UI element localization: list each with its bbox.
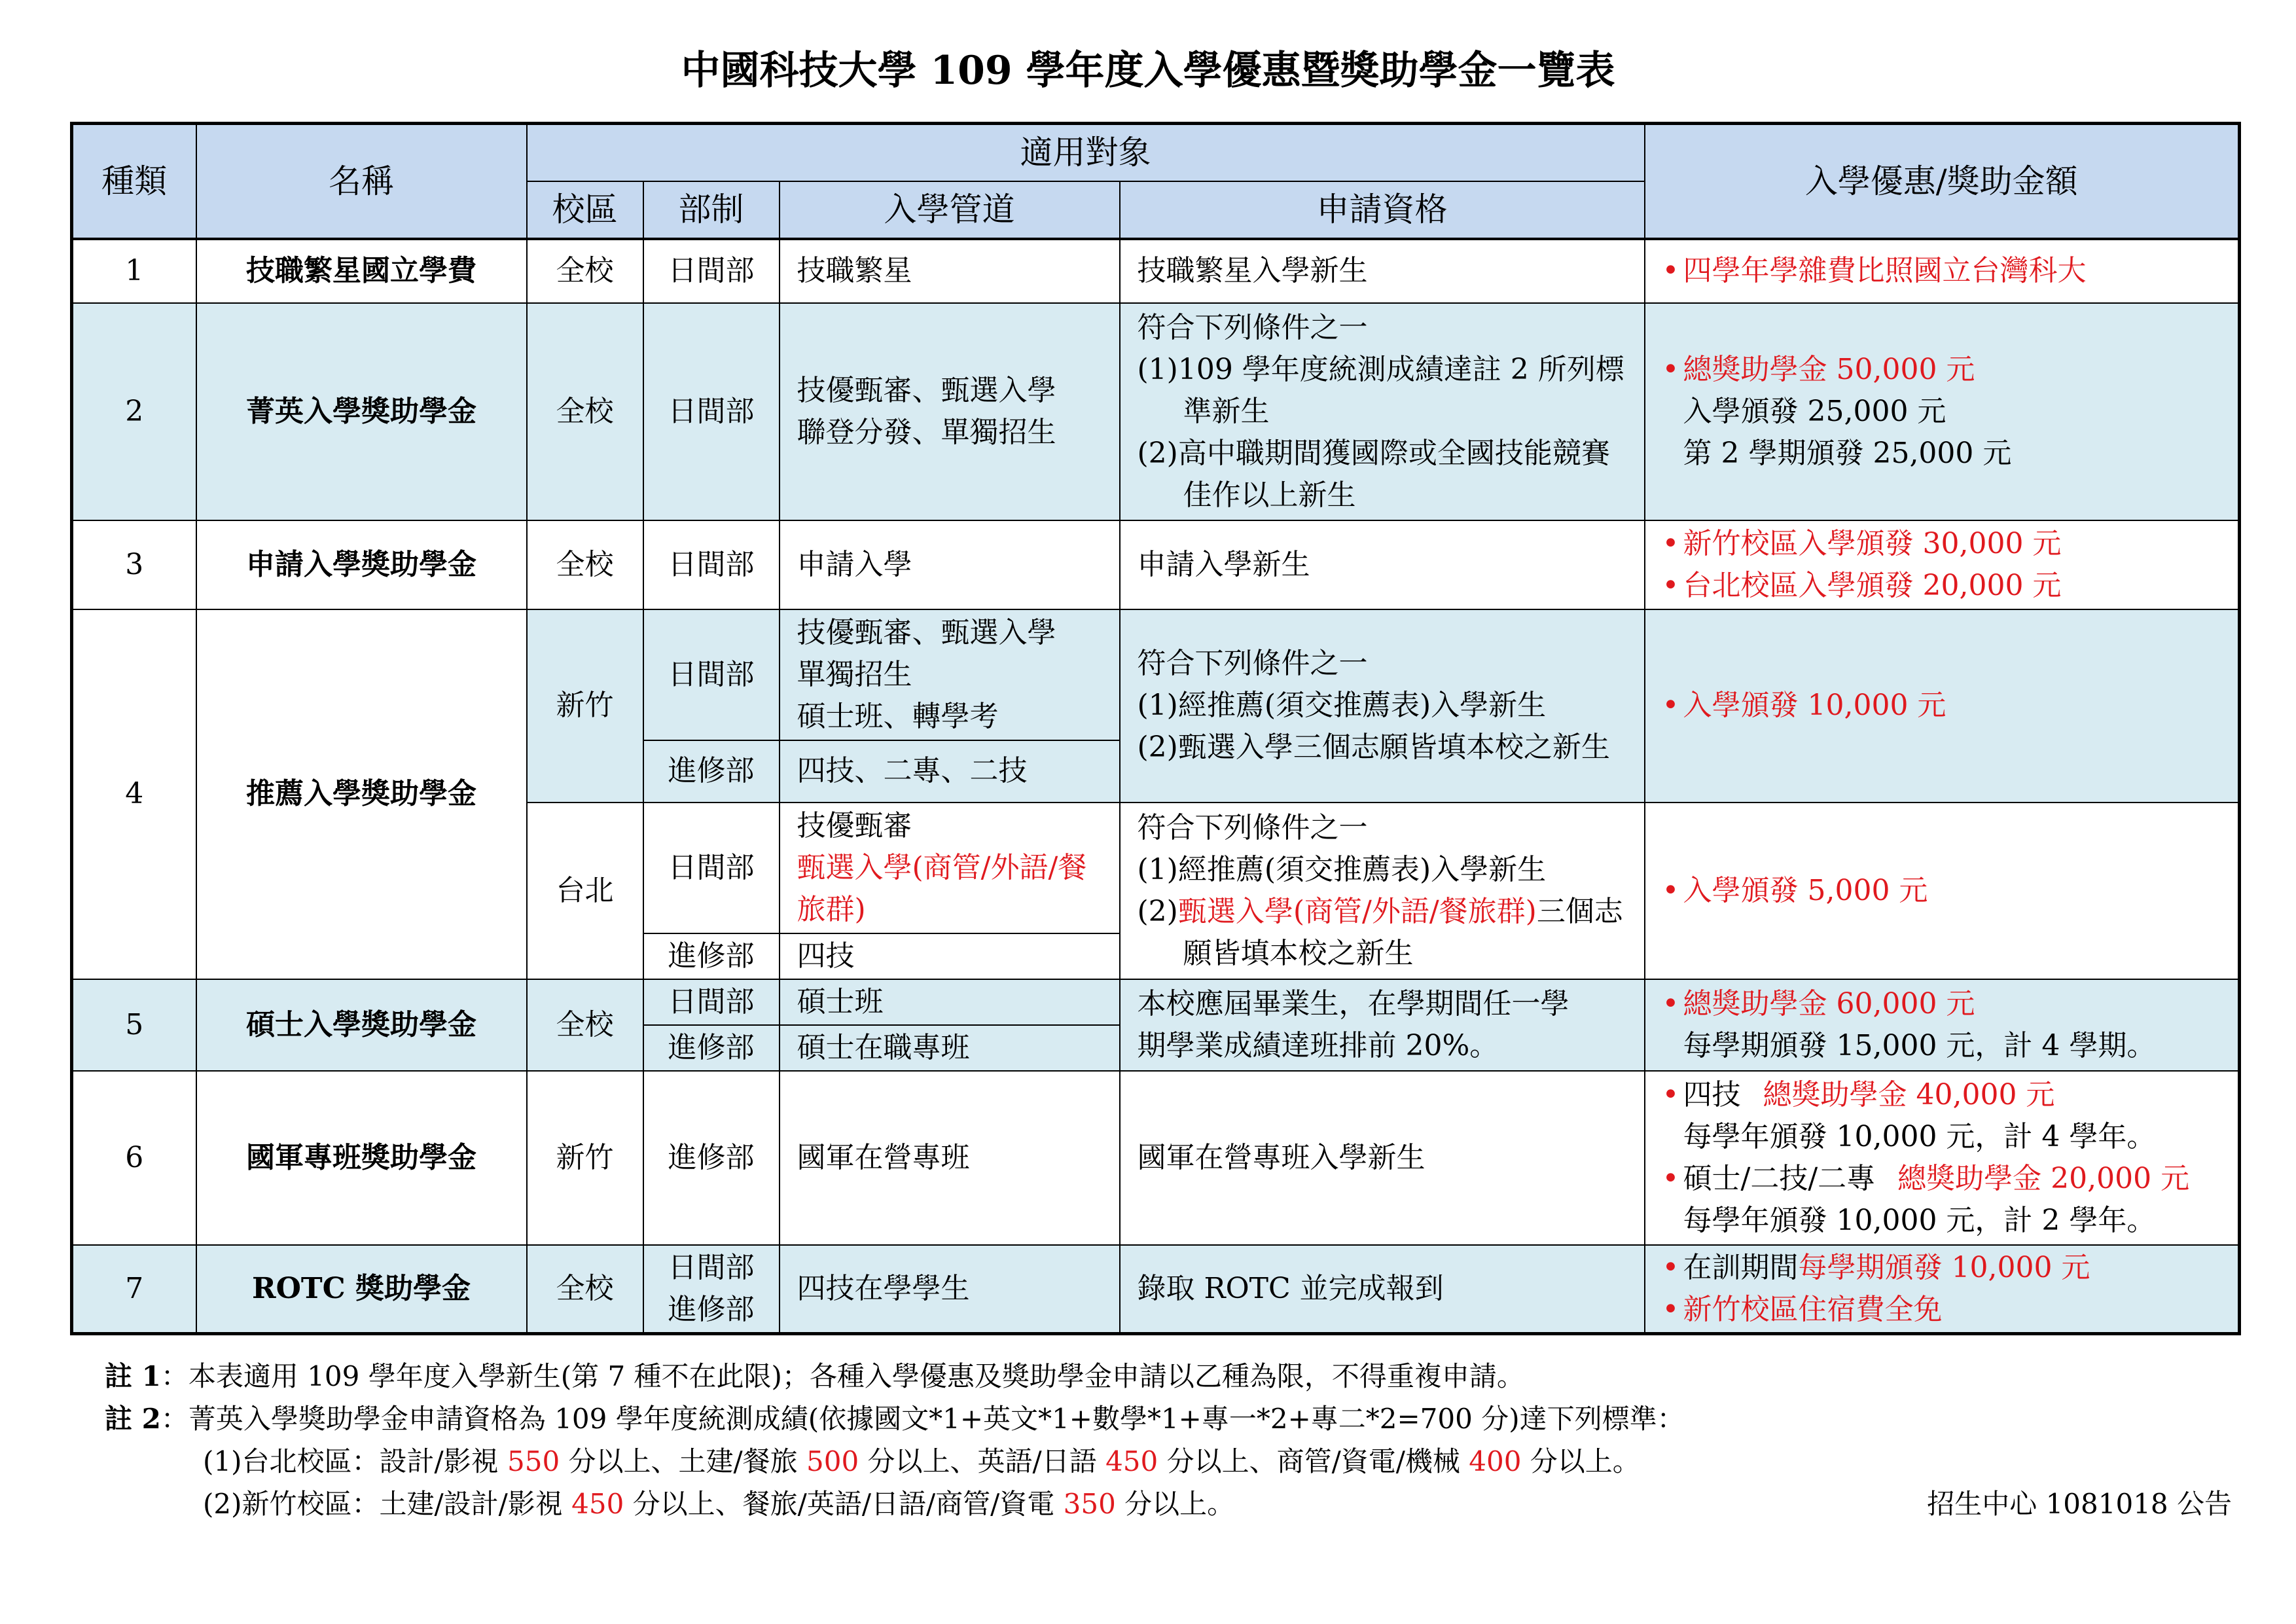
qualification-line: (2)高中職期間獲國際或全國技能競賽佳作以上新生 xyxy=(1137,436,1610,512)
qualification-cell xyxy=(1120,803,1645,979)
benefit-line: 每學年頒發 10,000 元，計 2 學年。 xyxy=(1683,1203,2156,1237)
channel-cell: 國軍在營專班 xyxy=(780,1071,1120,1245)
row-number: 7 xyxy=(72,1245,196,1334)
campus-cell: 全校 xyxy=(527,303,643,520)
benefit-program: 四技 xyxy=(1683,1077,1741,1111)
benefit-cell xyxy=(1645,609,2240,803)
header-name: 名稱 xyxy=(196,124,527,239)
division-cell: 日間部 xyxy=(643,520,780,609)
benefit-line: • 台北校區入學頒發 20,000 元 xyxy=(1662,565,2221,607)
scholarship-name: 技職繁星國立學費 xyxy=(196,239,527,303)
benefit-cell xyxy=(1645,1245,2240,1334)
qualification-line xyxy=(1138,891,1627,975)
qualification-line: 符合下列條件之一 xyxy=(1137,647,1368,680)
header-qualification: 申請資格 xyxy=(1120,181,1645,239)
header-benefit: 入學優惠/獎助金額 xyxy=(1645,124,2240,239)
qualification-suffix: 三個志願皆填本校之新生 xyxy=(1183,894,1623,970)
division-line: 進修部 xyxy=(668,1292,755,1326)
division-cell: 進修部 xyxy=(643,1025,780,1071)
note-seg: (1)台北校區：設計/影視 xyxy=(203,1445,507,1477)
benefit-cell xyxy=(1645,239,2240,303)
benefit-cell xyxy=(1645,979,2240,1071)
benefit-cell xyxy=(1645,303,2240,520)
channel-line: 單獨招生 xyxy=(797,657,912,691)
channel-line: 甄選入學(商管/外語/餐旅群) xyxy=(797,850,1087,926)
campus-cell: 全校 xyxy=(527,979,643,1071)
note-seg: 分以上。 xyxy=(1521,1445,1640,1477)
note-seg: 分以上、餐旅/英語/日語/商管/資電 xyxy=(624,1488,1064,1520)
row-number: 4 xyxy=(72,609,196,979)
channel-cell: 申請入學 xyxy=(780,520,1120,609)
benefit-line: • 總獎助學金 50,000 元 xyxy=(1662,349,2221,391)
channel-line: 技優甄審、甄選入學 xyxy=(797,373,1056,407)
division-cell: 進修部 xyxy=(643,740,780,803)
channel-cell xyxy=(780,303,1120,520)
table-row xyxy=(72,239,2240,303)
score-threshold: 500 xyxy=(806,1445,859,1477)
table-row xyxy=(72,979,2240,1025)
channel-cell: 四技 xyxy=(780,933,1120,979)
campus-cell: 新竹 xyxy=(527,1071,643,1245)
benefit-line: • 入學頒發 10,000 元 xyxy=(1662,685,2221,727)
benefit-line: 入學頒發 25,000 元 xyxy=(1683,394,1946,428)
division-cell: 日間部 xyxy=(643,609,780,740)
division-cell: 進修部 xyxy=(643,1071,780,1245)
channel-line: 技優甄審、甄選入學 xyxy=(797,615,1056,649)
row-number: 1 xyxy=(72,239,196,303)
benefit-line: 每學期頒發 15,000 元，計 4 學期。 xyxy=(1683,1028,2156,1062)
benefit-line: • 新竹校區入學頒發 30,000 元 xyxy=(1662,523,2221,565)
qualification-line: (2)甄選入學三個志願皆填本校之新生 xyxy=(1137,731,1610,764)
channel-cell xyxy=(780,609,1120,740)
note-2-taipei xyxy=(105,1440,2232,1483)
table-row xyxy=(72,303,2240,520)
qualification-line: 符合下列條件之一 xyxy=(1137,310,1368,344)
channel-cell: 技職繁星 xyxy=(780,239,1120,303)
score-threshold: 550 xyxy=(507,1445,560,1477)
division-cell: 日間部 xyxy=(643,239,780,303)
footnotes xyxy=(105,1355,2232,1525)
campus-cell: 新竹 xyxy=(527,609,643,803)
benefit-cell xyxy=(1645,520,2240,609)
qualification-cell xyxy=(1120,979,1645,1071)
note-seg: (2)新竹校區：土建/設計/影視 xyxy=(203,1488,572,1520)
benefit-cell xyxy=(1645,803,2240,979)
benefit-line: 第 2 學期頒發 25,000 元 xyxy=(1683,436,2012,470)
page-title: 中國科技大學 109 學年度入學優惠暨獎助學金一覽表 xyxy=(681,48,1615,94)
campus-cell: 全校 xyxy=(527,1245,643,1334)
qualification-line: 本校應屆畢業生，在學期間任一學 xyxy=(1137,986,1570,1020)
score-threshold: 450 xyxy=(1105,1445,1158,1477)
benefit-amount: 每學期頒發 10,000 元 xyxy=(1798,1250,2090,1284)
qualification-line: (1)經推薦(須交推薦表)入學新生 xyxy=(1137,852,1547,886)
score-threshold: 400 xyxy=(1469,1445,1522,1477)
benefit-line: • 入學頒發 5,000 元 xyxy=(1662,870,2221,912)
table-row xyxy=(72,1245,2240,1334)
campus-cell: 全校 xyxy=(527,239,643,303)
qualification-cell: 申請入學新生 xyxy=(1120,520,1645,609)
benefit-period: 在訓期間 xyxy=(1683,1250,1799,1284)
channel-line: 技優甄審 xyxy=(797,808,912,842)
row-number: 2 xyxy=(72,303,196,520)
qualification-cell xyxy=(1120,303,1645,520)
table-row xyxy=(72,520,2240,609)
scholarship-name: 碩士入學獎助學金 xyxy=(196,979,527,1071)
division-cell: 進修部 xyxy=(643,933,780,979)
division-line: 日間部 xyxy=(668,1250,755,1284)
note-text: ：本表適用 109 學年度入學新生(第 7 種不在此限)；各種入學優惠及獎助學金申請以乙種為限，不得重複申請。 xyxy=(160,1360,1524,1392)
header-type: 種類 xyxy=(72,124,196,239)
table-row xyxy=(72,1071,2240,1245)
note-2-hsinchu xyxy=(105,1483,2232,1525)
qualification-line: 符合下列條件之一 xyxy=(1137,810,1368,844)
note-seg: 分以上。 xyxy=(1115,1488,1235,1520)
channel-line: 聯登分發、單獨招生 xyxy=(797,415,1056,449)
note-label: 註 1 xyxy=(105,1360,161,1392)
row-number: 6 xyxy=(72,1071,196,1245)
scholarship-table xyxy=(70,122,2241,1335)
channel-cell xyxy=(780,803,1120,933)
note-label: 註 2 xyxy=(105,1403,161,1435)
note-2 xyxy=(105,1398,2232,1440)
header-division: 部制 xyxy=(643,181,780,239)
scholarship-name: 菁英入學獎助學金 xyxy=(196,303,527,520)
benefit-line xyxy=(1662,1074,2221,1116)
benefit-program: 碩士/二技/二專 xyxy=(1683,1161,1876,1195)
header-target: 適用對象 xyxy=(527,124,1645,181)
scholarship-name: 推薦入學獎助學金 xyxy=(196,609,527,979)
scholarship-name: 國軍專班獎助學金 xyxy=(196,1071,527,1245)
header-campus: 校區 xyxy=(527,181,643,239)
channel-cell: 碩士班 xyxy=(780,979,1120,1025)
note-seg: 分以上、商管/資電/機械 xyxy=(1158,1445,1469,1477)
table-row xyxy=(72,609,2240,740)
benefit-line: • 新竹校區住宿費全免 xyxy=(1662,1289,2221,1331)
division-cell: 日間部 xyxy=(643,979,780,1025)
score-threshold: 350 xyxy=(1063,1488,1116,1520)
announcement-signature: 招生中心 1081018 公告 xyxy=(1927,1488,2232,1520)
note-seg: 分以上、土建/餐旅 xyxy=(560,1445,807,1477)
qualification-line: 期學業成績達班排前 20%。 xyxy=(1137,1028,1499,1062)
scholarship-name: 申請入學獎助學金 xyxy=(196,520,527,609)
benefit-line xyxy=(1662,1247,2221,1289)
channel-line: 碩士班、轉學考 xyxy=(797,699,999,733)
benefit-line: • 總獎助學金 60,000 元 xyxy=(1662,983,2221,1025)
benefit-line xyxy=(1662,1158,2221,1200)
benefit-cell xyxy=(1645,1071,2240,1245)
division-cell: 日間部 xyxy=(643,303,780,520)
channel-cell: 碩士在職專班 xyxy=(780,1025,1120,1071)
channel-cell: 四技、二專、二技 xyxy=(780,740,1120,803)
score-threshold: 450 xyxy=(571,1488,624,1520)
qualification-highlight: 甄選入學(商管/外語/餐旅群) xyxy=(1177,894,1537,928)
qualification-prefix: (2) xyxy=(1137,894,1178,928)
scholarship-name: ROTC 獎助學金 xyxy=(196,1245,527,1334)
qualification-cell: 技職繁星入學新生 xyxy=(1120,239,1645,303)
division-cell xyxy=(643,1245,780,1334)
benefit-line: 每學年頒發 10,000 元，計 4 學年。 xyxy=(1683,1119,2156,1153)
row-number: 3 xyxy=(72,520,196,609)
benefit-amount: 總獎助學金 20,000 元 xyxy=(1897,1161,2190,1195)
division-cell: 日間部 xyxy=(643,803,780,933)
qualification-cell: 國軍在營專班入學新生 xyxy=(1120,1071,1645,1245)
qualification-line: (1)經推薦(須交推薦表)入學新生 xyxy=(1137,689,1547,722)
campus-cell: 全校 xyxy=(527,520,643,609)
channel-cell: 四技在學學生 xyxy=(780,1245,1120,1334)
note-seg: 分以上、英語/日語 xyxy=(859,1445,1106,1477)
note-text: ：菁英入學獎助學金申請資格為 109 學年度統測成績(依據國文*1+英文*1+數學*1+專一*2+專二*2=700 分)達下列標準： xyxy=(160,1403,1685,1435)
qualification-line: (1)109 學年度統測成績達註 2 所列標準新生 xyxy=(1137,352,1624,428)
benefit-line: • 四學年學雜費比照國立台灣科大 xyxy=(1662,250,2221,292)
campus-cell: 台北 xyxy=(527,803,643,979)
qualification-cell xyxy=(1120,609,1645,803)
row-number: 5 xyxy=(72,979,196,1071)
note-1 xyxy=(105,1355,2232,1398)
header-channel: 入學管道 xyxy=(780,181,1120,239)
qualification-cell: 錄取 ROTC 並完成報到 xyxy=(1120,1245,1645,1334)
benefit-amount: 總獎助學金 40,000 元 xyxy=(1763,1077,2055,1111)
